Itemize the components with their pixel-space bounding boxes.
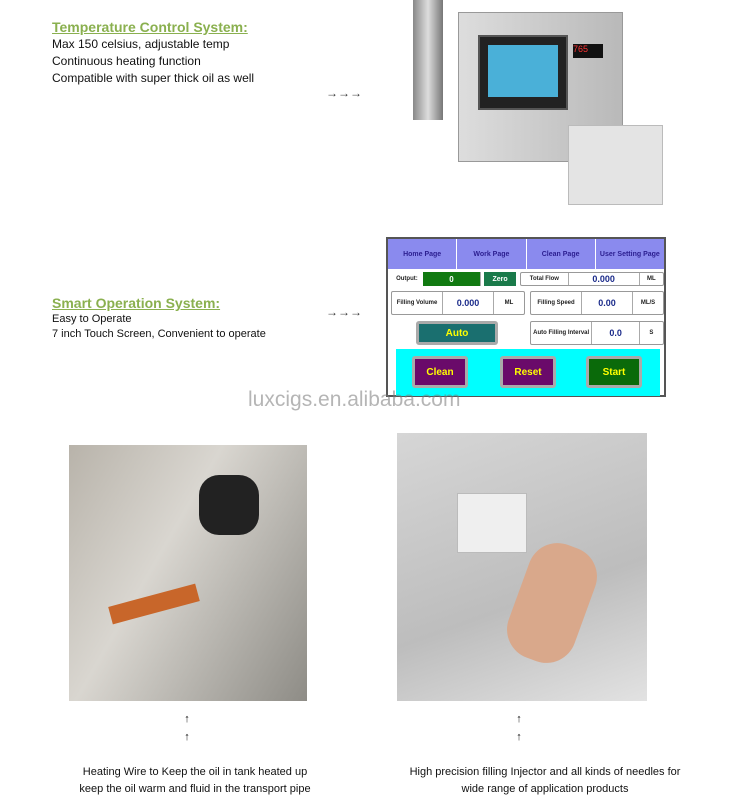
filling-speed-value[interactable]: 0.00 xyxy=(582,292,633,314)
filling-volume-value[interactable]: 0.000 xyxy=(443,292,494,314)
total-flow-value: 0.000 xyxy=(569,273,640,285)
output-label: Output: xyxy=(396,276,418,282)
injector-photo xyxy=(397,433,647,701)
heating-wire-photo xyxy=(69,445,307,701)
filling-volume-unit: ML xyxy=(504,300,514,306)
temperature-features xyxy=(52,36,254,87)
total-flow-unit: ML xyxy=(647,276,656,282)
feature-line: Max 150 celsius, adjustable temp xyxy=(52,37,230,51)
tab-user-setting-page[interactable]: User Setting Page xyxy=(599,250,660,258)
machine-photo: 765 xyxy=(383,0,663,208)
output-row xyxy=(391,272,516,286)
output-value: 0 xyxy=(423,272,481,286)
smart-title: Smart Operation System: xyxy=(52,295,221,311)
total-flow-label: Total Flow xyxy=(521,273,569,285)
arrow-up-icon: ↑ xyxy=(184,731,190,743)
auto-button[interactable]: Auto xyxy=(416,321,498,345)
clean-button[interactable]: Clean xyxy=(412,356,468,388)
watermark: luxcigs.en.alibaba.com xyxy=(248,388,461,411)
temperature-title: Temperature Control System: xyxy=(52,19,248,35)
interval-unit: S xyxy=(649,330,654,336)
arrow-up-right xyxy=(512,710,526,746)
feature-line: Compatible with super thick oil as well xyxy=(52,71,255,85)
feature-line: Easy to Operate xyxy=(52,313,132,325)
hmi-nav xyxy=(388,239,664,269)
caption-injector xyxy=(385,764,705,798)
filling-speed-unit: ML/S xyxy=(640,300,656,306)
touch-screen xyxy=(386,237,666,397)
arrow-up-left xyxy=(180,710,194,746)
tab-work-page[interactable]: Work Page xyxy=(457,239,526,269)
filling-speed xyxy=(530,291,664,315)
arrow-right: →→→ xyxy=(326,305,362,319)
interval-value[interactable]: 0.0 xyxy=(592,322,639,344)
caption-line: High precision filling Injector and all kinds of needles for xyxy=(409,766,681,778)
filling-volume-label: Filling Volume xyxy=(392,292,443,314)
feature-line: 7 inch Touch Screen, Convenient to operate xyxy=(52,328,266,340)
arrow-right: →→→ xyxy=(326,86,362,100)
arrow-up-icon: ↑ xyxy=(516,713,522,725)
feature-line: Continuous heating function xyxy=(52,54,201,68)
caption-line: keep the oil warm and fluid in the transport pipe xyxy=(79,783,311,795)
smart-features xyxy=(52,312,266,342)
arrow-up-icon: ↑ xyxy=(184,713,190,725)
filling-speed-label: Filling Speed xyxy=(531,292,582,314)
arrow-up-icon: ↑ xyxy=(516,731,522,743)
tab-home-page[interactable]: Home Page xyxy=(388,239,457,269)
reset-button[interactable]: Reset xyxy=(500,356,556,388)
caption-heating-wire xyxy=(40,764,350,798)
zero-button[interactable]: Zero xyxy=(484,272,516,286)
total-flow xyxy=(520,272,664,286)
start-button[interactable]: Start xyxy=(586,356,642,388)
caption-line: wide range of application products xyxy=(461,783,629,795)
interval-label: Auto Filling Interval xyxy=(531,322,592,344)
auto-filling-interval xyxy=(530,321,664,345)
caption-line: Heating Wire to Keep the oil in tank heated up xyxy=(82,766,308,778)
tab-clean-page[interactable]: Clean Page xyxy=(527,239,596,269)
filling-volume xyxy=(391,291,525,315)
